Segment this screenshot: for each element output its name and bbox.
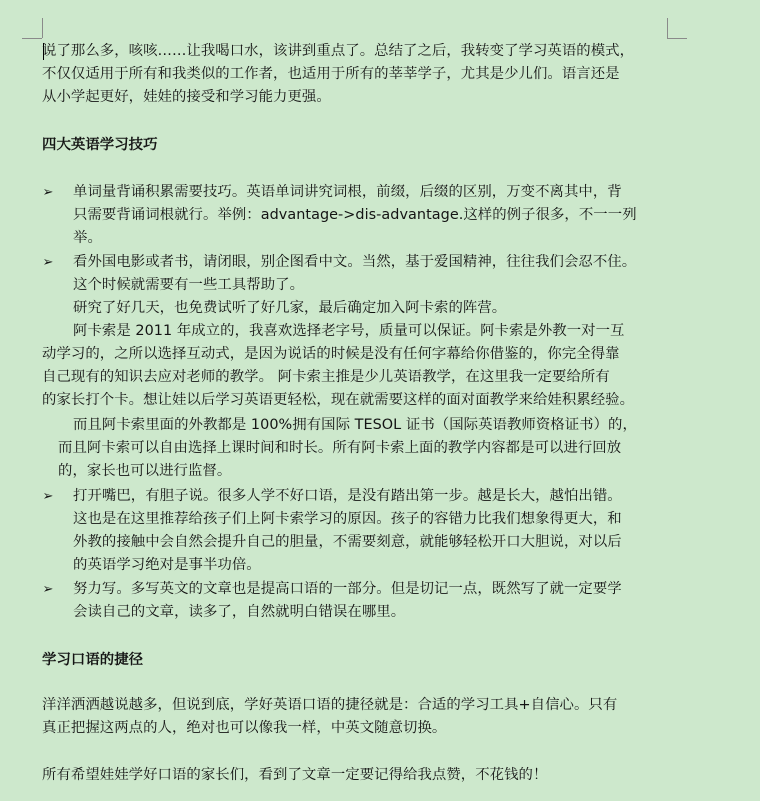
crop-mark bbox=[22, 38, 42, 39]
paragraph-line: 洋洋洒洒越说越多，但说到底，学好英语口语的捷径就是：合适的学习工具+自信心。只有 bbox=[42, 697, 618, 713]
paragraph-line: 而且阿卡索里面的外教都是 100%拥有国际 TESOL 证书（国际英语教师资格证书）的， bbox=[73, 417, 637, 433]
crop-mark bbox=[667, 18, 668, 38]
tip-line: 单词量背诵积累需要技巧。英语单词讲究词根，前缀，后缀的区别，万变不离其中，背 bbox=[73, 184, 622, 200]
crop-mark bbox=[42, 18, 43, 38]
tip-line: 只需要背诵词根就行。举例：advantage->dis-advantage.这样的例子很多，不一一列 bbox=[73, 207, 637, 223]
bullet-arrow-icon: ➢ bbox=[42, 582, 54, 597]
section-heading: 四大英语学习技巧 bbox=[42, 137, 158, 153]
bullet-arrow-icon: ➢ bbox=[42, 185, 54, 200]
tip-line: 外教的接触中会自然会提升自己的胆量，不需要刻意，就能够轻松开口大胆说，对以后 bbox=[73, 534, 622, 550]
intro-line: 不仅仅适用于所有和我类似的工作者，也适用于所有的莘莘学子，尤其是少儿们。语言还是 bbox=[42, 66, 620, 82]
paragraph-line: 真正把握这两点的人，绝对也可以像我一样，中英文随意切换。 bbox=[42, 720, 447, 736]
tip-line: 的英语学习绝对是事半功倍。 bbox=[73, 557, 261, 573]
paragraph-line: 的，家长也可以进行监督。 bbox=[58, 463, 232, 479]
closing-line: 所有希望娃娃学好口语的家长们，看到了文章一定要记得给我点赞，不花钱的！ bbox=[42, 767, 548, 783]
paragraph-line: 动学习的，之所以选择互动式，是因为说话的时候是没有任何字幕给你借鉴的，你完全得靠 bbox=[42, 346, 620, 362]
intro-line: 从小学起更好，娃娃的接受和学习能力更强。 bbox=[42, 89, 331, 105]
tip-line: 研究了好几天，也免费试听了好几家，最后确定加入阿卡索的阵营。 bbox=[73, 300, 507, 316]
paragraph-line: 而且阿卡索可以自由选择上课时间和时长。所有阿卡索上面的教学内容都是可以进行回放 bbox=[58, 440, 622, 456]
paragraph-line: 阿卡索是 2011 年成立的，我喜欢选择老字号，质量可以保证。阿卡索是外教一对一互 bbox=[73, 323, 625, 339]
tip-line: 看外国电影或者书，请闭眼，别企图看中文。当然，基于爱国精神，往往我们会忍不住。 bbox=[73, 254, 637, 270]
crop-mark bbox=[667, 38, 687, 39]
tip-line: 举。 bbox=[73, 230, 102, 246]
section-heading: 学习口语的捷径 bbox=[42, 652, 144, 668]
paragraph-line: 自己现有的知识去应对老师的教学。 阿卡索主推是少儿英语教学，在这里我一定要给所有 bbox=[42, 369, 610, 385]
tip-line: 打开嘴巴，有胆子说。很多人学不好口语，是没有踏出第一步。越是长大，越怕出错。 bbox=[73, 488, 622, 504]
bullet-arrow-icon: ➢ bbox=[42, 255, 54, 270]
tip-line: 会读自己的文章，读多了，自然就明白错误在哪里。 bbox=[73, 604, 406, 620]
intro-line: 说了那么多，咳咳……让我喝口水，该讲到重点了。总结了之后，我转变了学习英语的模式， bbox=[42, 43, 635, 59]
tip-line: 这也是在这里推荐给孩子们上阿卡索学习的原因。孩子的容错力比我们想象得更大，和 bbox=[73, 511, 622, 527]
tip-line: 这个时候就需要有一些工具帮助了。 bbox=[73, 277, 305, 293]
paragraph-line: 的家长打个卡。想让娃以后学习英语更轻松，现在就需要这样的面对面教学来给娃积累经验。 bbox=[42, 392, 635, 408]
tip-line: 努力写。多写英文的文章也是提高口语的一部分。但是切记一点，既然写了就一定要学 bbox=[73, 581, 622, 597]
bullet-arrow-icon: ➢ bbox=[42, 489, 54, 504]
